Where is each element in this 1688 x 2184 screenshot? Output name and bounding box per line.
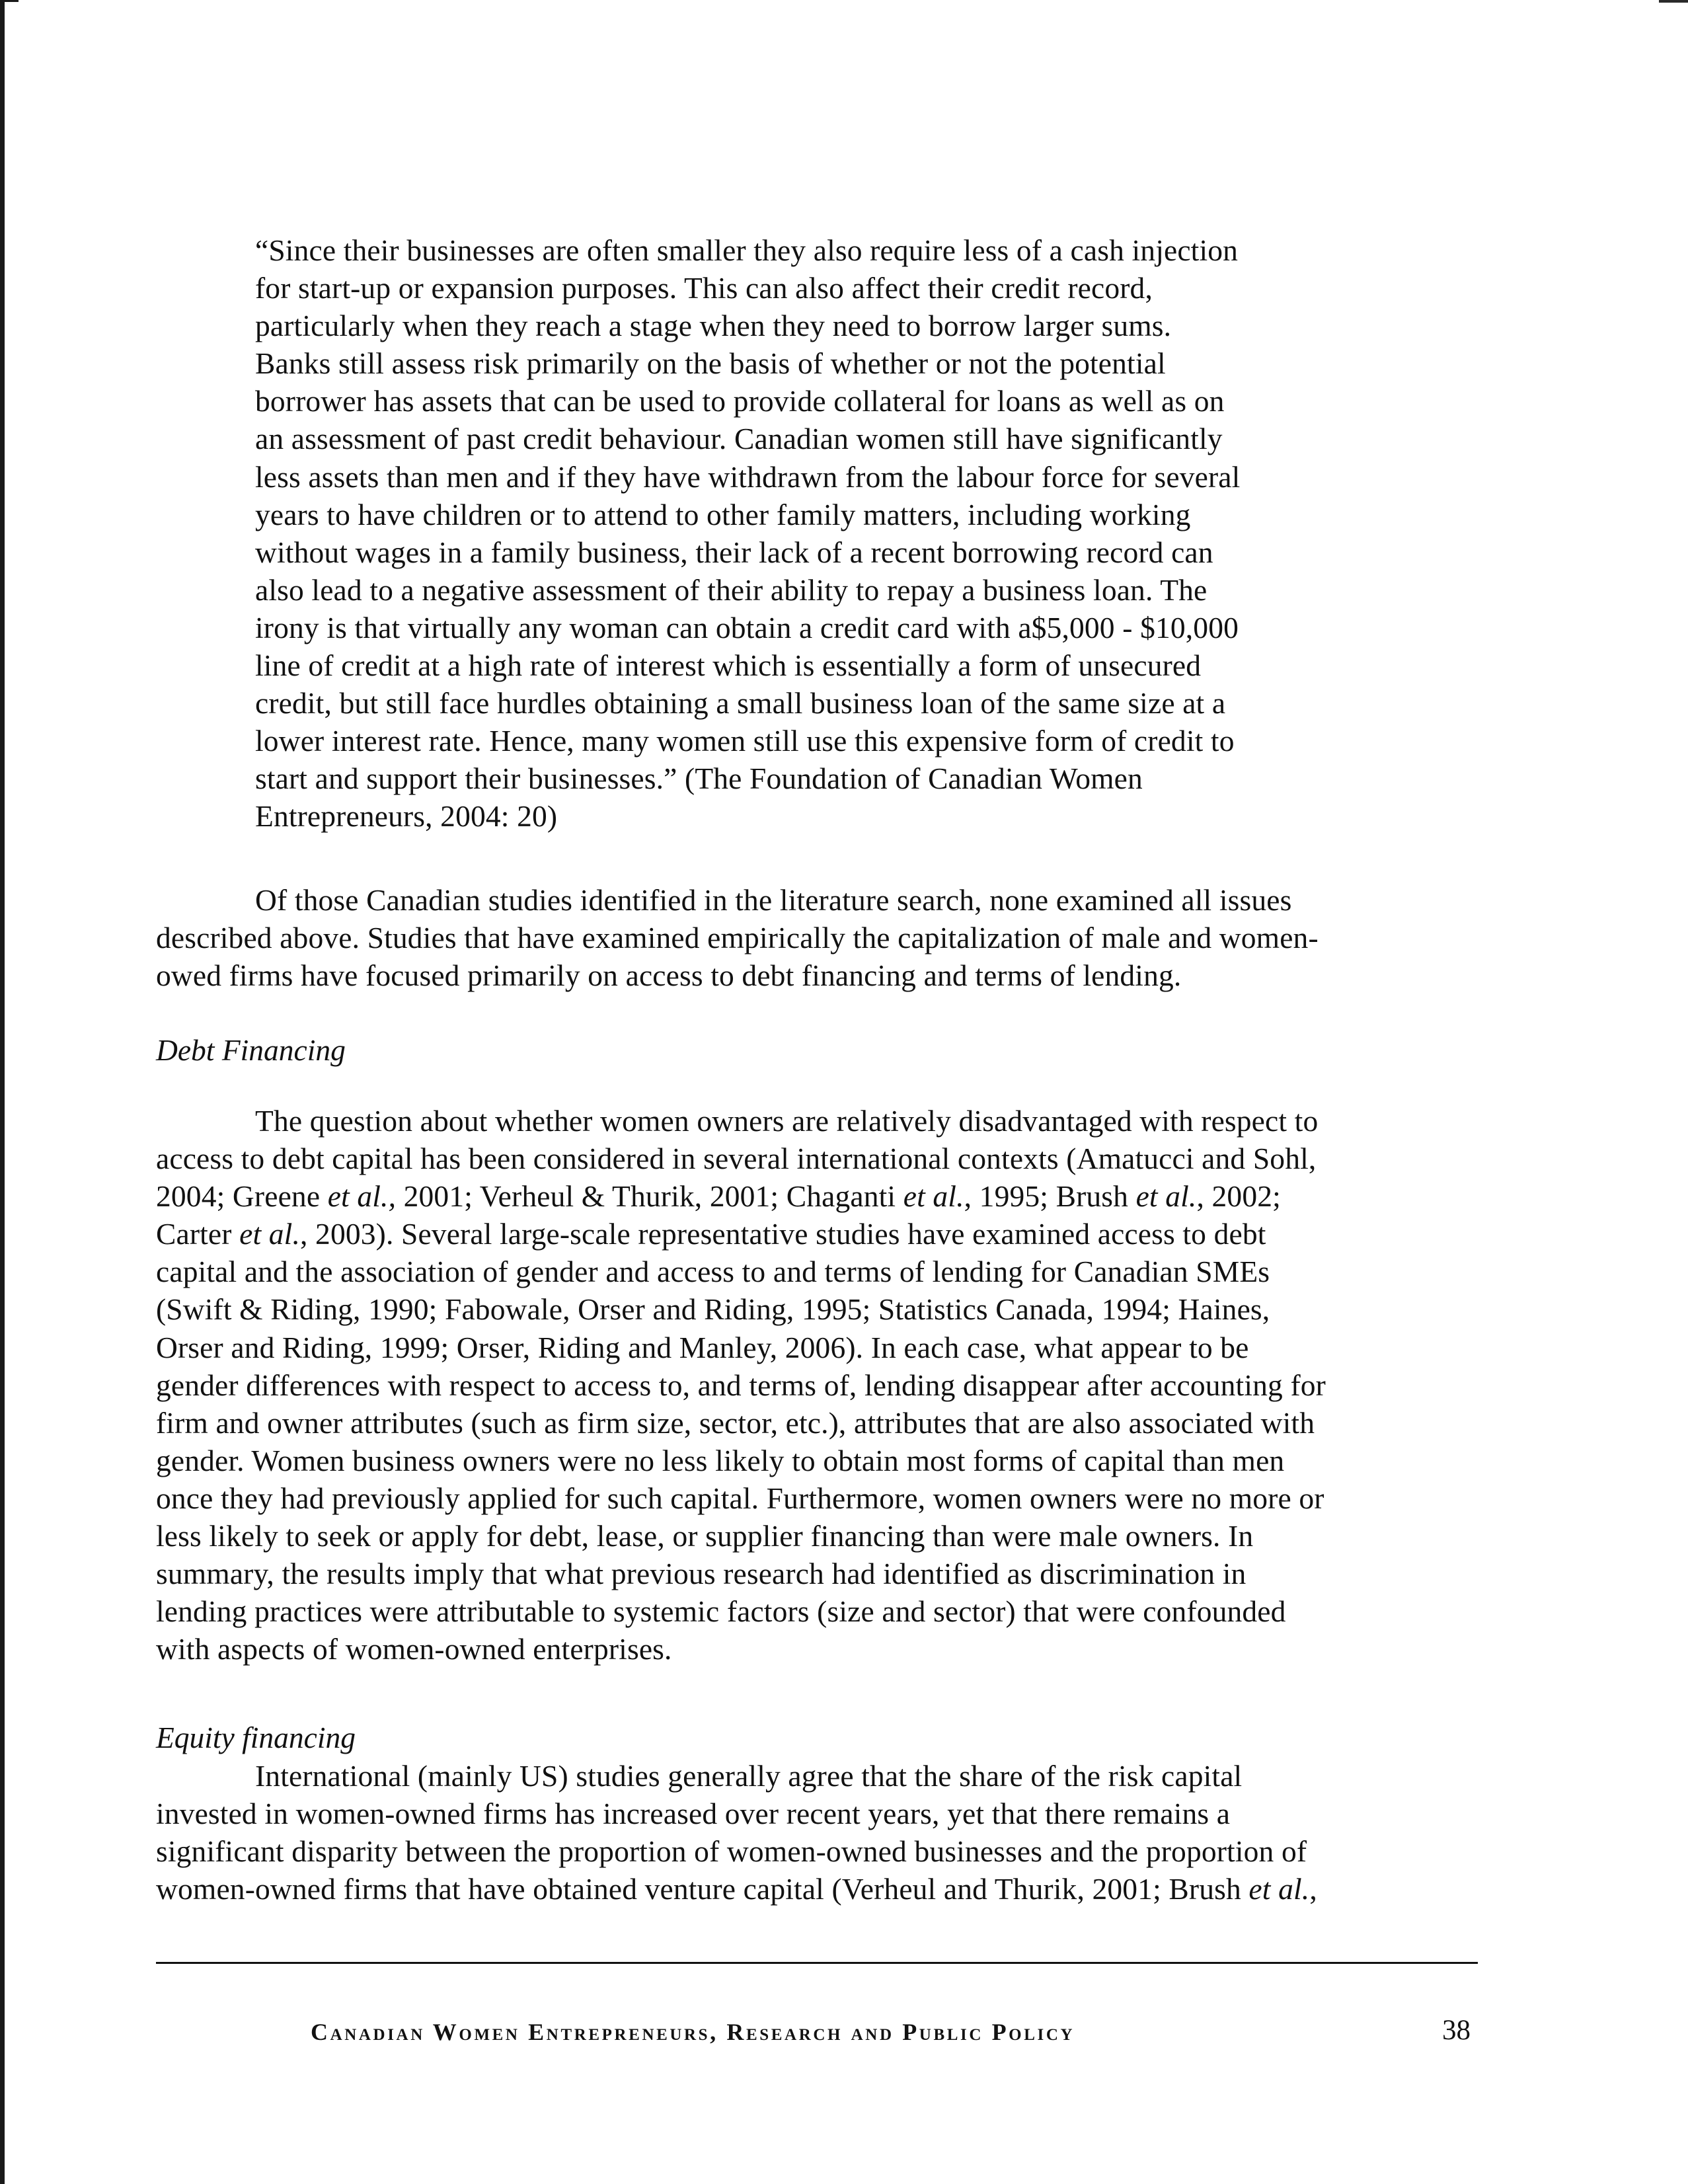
- text-run: , 2002;: [1196, 1179, 1281, 1214]
- paragraph-line: access to debt capital has been considered in several international contexts (Amatucci and Sohl,: [156, 1142, 1317, 1176]
- quote-line: an assessment of past credit behaviour. Canadian women still have significantly: [255, 422, 1223, 456]
- quote-line: years to have children or to attend to other family matters, including working: [255, 497, 1191, 531]
- text-run: , 1995; Brush: [964, 1179, 1136, 1214]
- et-al-italic: et al.: [1248, 1872, 1310, 1906]
- intro-paragraph: [156, 881, 1478, 994]
- quote-line: irony is that virtually any woman can obtain a credit card with a$5,000 - $10,000: [255, 610, 1239, 644]
- quote-line: also lead to a negative assessment of their ability to repay a business loan. The: [255, 572, 1208, 607]
- quote-line: Entrepreneurs, 2004: 20): [255, 799, 558, 834]
- quote-line: less assets than men and if they have withdrawn from the labour force for several: [255, 459, 1241, 494]
- page-number: 38: [1442, 2015, 1471, 2046]
- paragraph-line: with aspects of women-owned enterprises.: [156, 1632, 672, 1666]
- quote-line: Banks still assess risk primarily on the basis of whether or not the potential: [255, 346, 1166, 381]
- paragraph-line: capital and the association of gender and access to and terms of lending for Canadian SMEs: [156, 1255, 1270, 1289]
- quote-line: for start-up or expansion purposes. This can also affect their credit record,: [255, 271, 1153, 305]
- text-run: 2004; Greene: [156, 1179, 328, 1214]
- paragraph-line: less likely to seek or apply for debt, lease, or supplier financing than were male owners. In: [156, 1519, 1254, 1553]
- paragraph-line: The question about whether women owners are relatively disadvantaged with respect to: [255, 1104, 1319, 1138]
- block-quote: [255, 231, 1365, 836]
- quote-line: line of credit at a high rate of interest which is essentially a form of unsecured: [255, 648, 1202, 683]
- footer-divider: [156, 1962, 1478, 1964]
- paragraph-line: owed firms have focused primarily on access to debt financing and terms of lending.: [156, 958, 1182, 993]
- paragraph-line: gender differences with respect to access to, and terms of, lending disappear after accounting for: [156, 1368, 1326, 1402]
- et-al-italic: et al.: [1135, 1179, 1197, 1214]
- et-al-italic: et al.: [903, 1179, 964, 1214]
- paragraph-line: gender. Women business owners were no less likely to obtain most forms of capital than men: [156, 1443, 1285, 1477]
- paragraph-line: Of those Canadian studies identified in the literature search, none examined all issues: [255, 883, 1292, 917]
- running-footer-title: Canadian Women Entrepreneurs, Research and Public Policy: [311, 2019, 1075, 2045]
- paragraph-line: [156, 1177, 1478, 1215]
- paragraph-line: described above. Studies that have examined empirically the capitalization of male and women-: [156, 921, 1319, 955]
- et-al-italic: et al.: [239, 1217, 300, 1251]
- paragraph-line: firm and owner attributes (such as firm size, sector, etc.), attributes that are also associated with: [156, 1405, 1315, 1440]
- section-heading-equity-financing: Equity financing: [156, 1721, 356, 1754]
- paragraph-line: (Swift & Riding, 1990; Fabowale, Orser and Riding, 1995; Statistics Canada, 1994; Haines,: [156, 1292, 1270, 1327]
- paragraph-line: significant disparity between the proportion of women-owned businesses and the proportion of: [156, 1834, 1307, 1869]
- quote-line: borrower has assets that can be used to provide collateral for loans as well as on: [255, 384, 1225, 418]
- quote-line: lower interest rate. Hence, many women still use this expensive form of credit to: [255, 724, 1235, 758]
- debt-financing-paragraph: [156, 1102, 1478, 1668]
- scan-border-top-left: [0, 0, 19, 2]
- et-al-italic: et al.,: [327, 1179, 397, 1214]
- quote-line: start and support their businesses.” (The Foundation of Canadian Women: [255, 761, 1143, 796]
- paragraph-line: [156, 1215, 1478, 1253]
- equity-financing-paragraph: [156, 1757, 1478, 1908]
- text-run: , 2003). Several large-scale representative studies have examined access to debt: [300, 1217, 1266, 1251]
- text-run: 2001; Verheul & Thurik, 2001; Chaganti: [396, 1179, 903, 1214]
- scan-border-left: [0, 0, 5, 2184]
- quote-line: particularly when they reach a stage when they need to borrow larger sums.: [255, 309, 1172, 343]
- quote-line: “Since their businesses are often smaller they also require less of a cash injection: [255, 233, 1239, 267]
- paragraph-line: lending practices were attributable to systemic factors (size and sector) that were confounded: [156, 1594, 1286, 1629]
- scan-border-top-right: [1659, 0, 1688, 3]
- quote-line: credit, but still face hurdles obtaining a small business loan of the same size at a: [255, 686, 1226, 721]
- section-heading-debt-financing: Debt Financing: [156, 1033, 346, 1067]
- paragraph-line: summary, the results imply that what previous research had identified as discrimination in: [156, 1557, 1247, 1591]
- paragraph-line: Orser and Riding, 1999; Orser, Riding and Manley, 2006). In each case, what appear to be: [156, 1330, 1249, 1364]
- text-run: ,: [1309, 1872, 1317, 1906]
- paragraph-line: once they had previously applied for such capital. Furthermore, women owners were no more or: [156, 1481, 1324, 1515]
- text-run: Carter: [156, 1217, 240, 1251]
- paragraph-line: International (mainly US) studies generally agree that the share of the risk capital: [255, 1759, 1243, 1793]
- paragraph-line: invested in women-owned firms has increased over recent years, yet that there remains a: [156, 1797, 1231, 1831]
- text-run: women-owned firms that have obtained venture capital (Verheul and Thurik, 2001; Brush: [156, 1872, 1249, 1906]
- quote-line: without wages in a family business, their lack of a recent borrowing record can: [255, 535, 1213, 569]
- paragraph-line: [156, 1870, 1478, 1908]
